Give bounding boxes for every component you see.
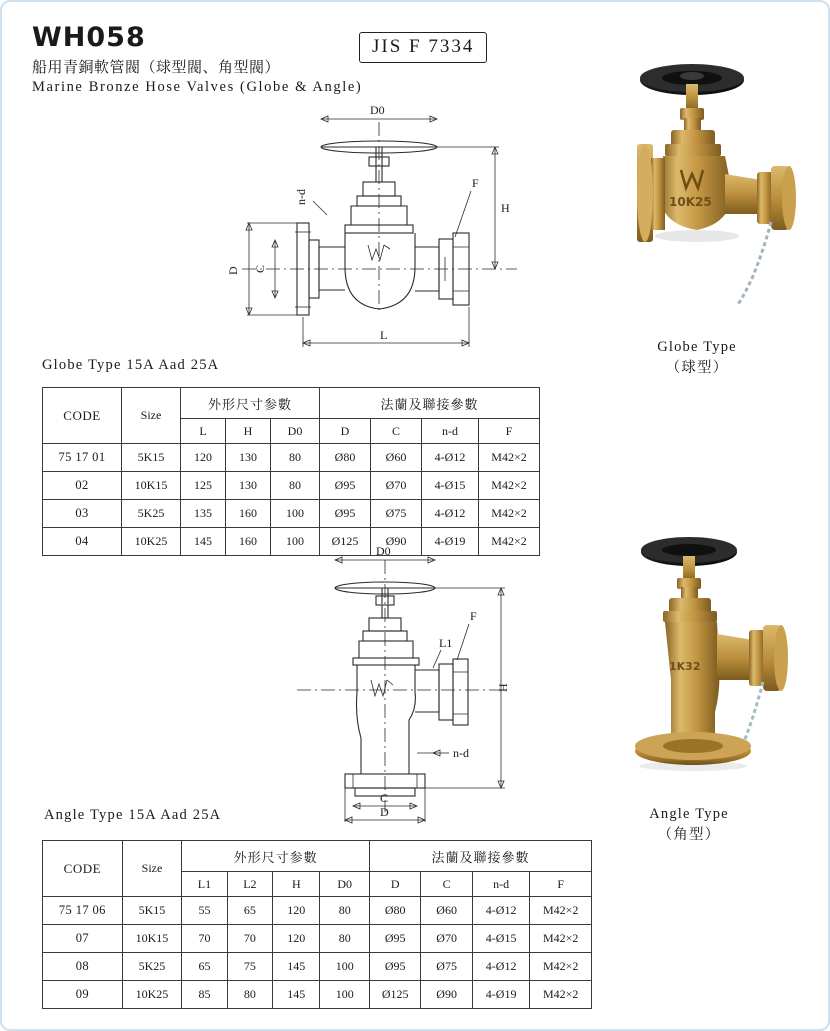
- cell-code: 02: [43, 472, 122, 500]
- cell-C: Ø75: [421, 953, 472, 981]
- th-nd: n-d: [422, 419, 479, 444]
- cell-F: M42×2: [479, 472, 540, 500]
- table-header-row: [43, 388, 540, 419]
- cell-C: Ø60: [371, 444, 422, 472]
- th-F: F: [530, 872, 592, 897]
- cell-code: 09: [43, 981, 123, 1009]
- globe-spec-table: [42, 387, 540, 556]
- dim-nd-angle: n-d: [453, 746, 469, 760]
- svg-text:1K32: 1K32: [669, 660, 701, 673]
- th-D0: D0: [320, 872, 369, 897]
- cell-H: 145: [273, 981, 320, 1009]
- cell-L2: 80: [227, 981, 272, 1009]
- angle-type-drawing: [257, 542, 547, 827]
- cell-nd: 4-Ø12: [422, 500, 479, 528]
- globe-type-drawing: [227, 97, 527, 372]
- cell-nd: 4-Ø15: [472, 925, 530, 953]
- cell-D: Ø95: [369, 953, 420, 981]
- th-C: C: [421, 872, 472, 897]
- dim-l-globe: L: [380, 328, 388, 342]
- cell-C: Ø90: [421, 981, 472, 1009]
- cell-code: 07: [43, 925, 123, 953]
- dim-d-globe: D: [226, 266, 240, 275]
- product-title-english: Marine Bronze Hose Valves (Globe & Angle): [32, 79, 363, 96]
- cell-L2: 70: [227, 925, 272, 953]
- cell-size: 5K15: [122, 897, 182, 925]
- cell-H: 130: [226, 472, 271, 500]
- cell-D0: 80: [320, 925, 369, 953]
- dim-h-angle: H: [496, 683, 510, 692]
- cell-D: Ø125: [369, 981, 420, 1009]
- angle-photo-caption: [599, 804, 779, 846]
- cell-size: 5K15: [122, 444, 181, 472]
- cell-size: 10K25: [122, 981, 182, 1009]
- cell-size: 10K15: [122, 925, 182, 953]
- cell-D0: 100: [320, 981, 369, 1009]
- cell-D0: 100: [320, 953, 369, 981]
- angle-valve-photo: [597, 530, 802, 800]
- product-code: WH058: [32, 22, 146, 53]
- globe-valve-photo: [585, 54, 800, 339]
- cell-D0: 80: [320, 897, 369, 925]
- cell-D: Ø95: [320, 472, 371, 500]
- th-code: CODE: [43, 388, 122, 444]
- table-row: [43, 500, 540, 528]
- cell-L: 145: [181, 528, 226, 556]
- cell-C: Ø75: [371, 500, 422, 528]
- cell-D: Ø80: [320, 444, 371, 472]
- cell-code: 75 17 01: [43, 444, 122, 472]
- th-H: H: [273, 872, 320, 897]
- cell-nd: 4-Ø12: [472, 953, 530, 981]
- page-header: [32, 24, 362, 96]
- cell-D0: 100: [271, 500, 320, 528]
- cell-F: M42×2: [530, 897, 592, 925]
- cell-L: 125: [181, 472, 226, 500]
- th-F: F: [479, 419, 540, 444]
- th-nd: n-d: [472, 872, 530, 897]
- dim-h-globe: H: [501, 201, 510, 215]
- cell-L1: 85: [182, 981, 227, 1009]
- cell-L2: 65: [227, 897, 272, 925]
- cell-F: M42×2: [479, 500, 540, 528]
- cell-L2: 75: [227, 953, 272, 981]
- globe-section-caption: Globe Type 15A Aad 25A: [42, 357, 220, 373]
- cell-size: 10K15: [122, 472, 181, 500]
- dim-f-angle: F: [470, 609, 477, 623]
- cell-L1: 70: [182, 925, 227, 953]
- table-row: [43, 925, 592, 953]
- dim-nd-globe: n-d: [294, 189, 308, 205]
- globe-photo-caption-cn: （球型）: [665, 360, 729, 377]
- cell-L1: 65: [182, 953, 227, 981]
- cell-nd: 4-Ø12: [422, 444, 479, 472]
- dim-c-angle: C: [380, 791, 389, 805]
- globe-photo-caption: [607, 337, 787, 379]
- th-group-flange: 法蘭及聯接參數: [320, 388, 540, 419]
- cell-nd: 4-Ø15: [422, 472, 479, 500]
- cell-D: Ø95: [369, 925, 420, 953]
- dim-c-globe: C: [253, 264, 267, 273]
- th-L: L: [181, 419, 226, 444]
- cell-nd: 4-Ø12: [472, 897, 530, 925]
- th-code: CODE: [43, 841, 123, 897]
- standard-badge: JIS F 7334: [359, 32, 487, 63]
- table-row: [43, 981, 592, 1009]
- cell-H: 120: [273, 897, 320, 925]
- cell-H: 130: [226, 444, 271, 472]
- dim-d0-globe: D0: [370, 103, 385, 117]
- cell-F: M42×2: [530, 981, 592, 1009]
- angle-photo-caption-en: Angle Type: [649, 806, 729, 822]
- th-size: Size: [122, 841, 182, 897]
- dim-d0-angle: D0: [376, 544, 391, 558]
- dim-l1-angle: L1: [439, 636, 453, 650]
- cell-code: 03: [43, 500, 122, 528]
- cell-D: Ø125: [320, 528, 371, 556]
- cell-C: Ø90: [371, 528, 422, 556]
- product-title-chinese: 船用青銅軟管閥（球型閥、角型閥）: [32, 60, 281, 77]
- cell-H: 160: [226, 528, 271, 556]
- dim-d-angle: D: [380, 805, 389, 819]
- th-L2: L2: [227, 872, 272, 897]
- th-group-dimensions: 外形尺寸参數: [182, 841, 370, 872]
- th-size: Size: [122, 388, 181, 444]
- th-H: H: [226, 419, 271, 444]
- cell-L1: 55: [182, 897, 227, 925]
- cell-size: 5K25: [122, 953, 182, 981]
- cell-nd: 4-Ø19: [422, 528, 479, 556]
- table-row: [43, 897, 592, 925]
- cell-D: Ø80: [369, 897, 420, 925]
- th-C: C: [371, 419, 422, 444]
- cell-D0: 80: [271, 444, 320, 472]
- cell-code: 08: [43, 953, 123, 981]
- th-D0: D0: [271, 419, 320, 444]
- table-row: [43, 472, 540, 500]
- cell-H: 120: [273, 925, 320, 953]
- globe-photo-caption-en: Globe Type: [657, 339, 737, 355]
- cell-L: 135: [181, 500, 226, 528]
- cell-C: Ø70: [371, 472, 422, 500]
- cell-F: M42×2: [479, 444, 540, 472]
- cell-D0: 80: [271, 472, 320, 500]
- table-row: [43, 444, 540, 472]
- th-L1: L1: [182, 872, 227, 897]
- cell-size: 5K25: [122, 500, 181, 528]
- cell-nd: 4-Ø19: [472, 981, 530, 1009]
- cell-D0: 100: [271, 528, 320, 556]
- cell-code: 75 17 06: [43, 897, 123, 925]
- angle-spec-table: [42, 840, 592, 1009]
- dim-f-globe: F: [472, 176, 479, 190]
- table-row: [43, 953, 592, 981]
- cell-C: Ø70: [421, 925, 472, 953]
- svg-text:10K25: 10K25: [669, 195, 712, 209]
- cell-H: 160: [226, 500, 271, 528]
- table-header-row: [43, 841, 592, 872]
- cell-F: M42×2: [479, 528, 540, 556]
- cell-code: 04: [43, 528, 122, 556]
- th-D: D: [320, 419, 371, 444]
- cell-F: M42×2: [530, 953, 592, 981]
- cell-L: 120: [181, 444, 226, 472]
- th-D: D: [369, 872, 420, 897]
- cell-D: Ø95: [320, 500, 371, 528]
- cell-H: 145: [273, 953, 320, 981]
- angle-photo-caption-cn: （角型）: [657, 827, 721, 844]
- cell-size: 10K25: [122, 528, 181, 556]
- th-group-flange: 法蘭及聯接參數: [369, 841, 591, 872]
- cell-F: M42×2: [530, 925, 592, 953]
- cell-C: Ø60: [421, 897, 472, 925]
- th-group-dimensions: 外形尺寸参數: [181, 388, 320, 419]
- angle-section-caption: Angle Type 15A Aad 25A: [44, 807, 222, 823]
